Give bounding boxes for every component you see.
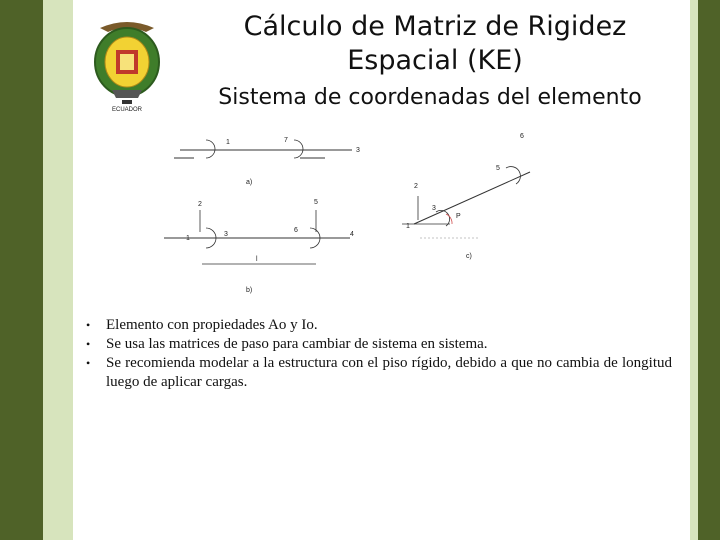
diagram-label: 6 [520, 133, 524, 140]
slide-title [200, 10, 670, 78]
bullet-list [80, 316, 672, 392]
right-dark-band [698, 0, 720, 540]
diagram-label: P [456, 213, 461, 220]
slide-subtitle: Sistema de coordenadas del elemento [218, 85, 642, 110]
diagram-label: 5 [496, 165, 500, 172]
diagram-label: 7 [284, 137, 288, 144]
bullet-item: • Elemento con propiedades Ao y Io. [80, 316, 672, 335]
panel-label-c: c) [466, 253, 472, 260]
diagram-label: 3 [432, 205, 436, 212]
left-light-band [43, 0, 73, 540]
bullet-item: • Se recomienda modelar a la estructura con el piso rígido, debido a que no cambia de longitud luego de aplicar cargas. [80, 354, 672, 392]
right-light-band [690, 0, 698, 540]
logo-label: ECUADOR [111, 107, 143, 113]
diagram-panel-c [402, 133, 530, 260]
diagram-panel-a [174, 137, 360, 186]
diagram-label: 6 [294, 227, 298, 234]
diagram-label: 1 [226, 139, 230, 146]
diagram-label: 1 [186, 235, 190, 242]
diagram-label: l [256, 256, 258, 263]
bullet-item: • Se usa las matrices de paso para cambiar de sistema en sistema. [80, 335, 672, 354]
diagram-label: 2 [198, 201, 202, 208]
diagram-label: 3 [224, 231, 228, 238]
panel-label-a: a) [246, 179, 253, 186]
diagram-label: 3 [356, 147, 360, 154]
title-line-1: Cálculo de Matriz de Rigidez [243, 11, 627, 42]
university-logo [82, 14, 172, 114]
diagram-label: 4 [350, 231, 354, 238]
diagram-panel-b [164, 199, 354, 294]
diagram-label: 1 [406, 223, 410, 230]
panel-label-b: b) [246, 287, 253, 294]
diagram-label: 2 [414, 183, 418, 190]
diagram-label: 5 [314, 199, 318, 206]
left-dark-band [0, 0, 43, 540]
coordinate-diagram [160, 128, 580, 298]
title-line-2: Espacial (KE) [347, 45, 523, 76]
